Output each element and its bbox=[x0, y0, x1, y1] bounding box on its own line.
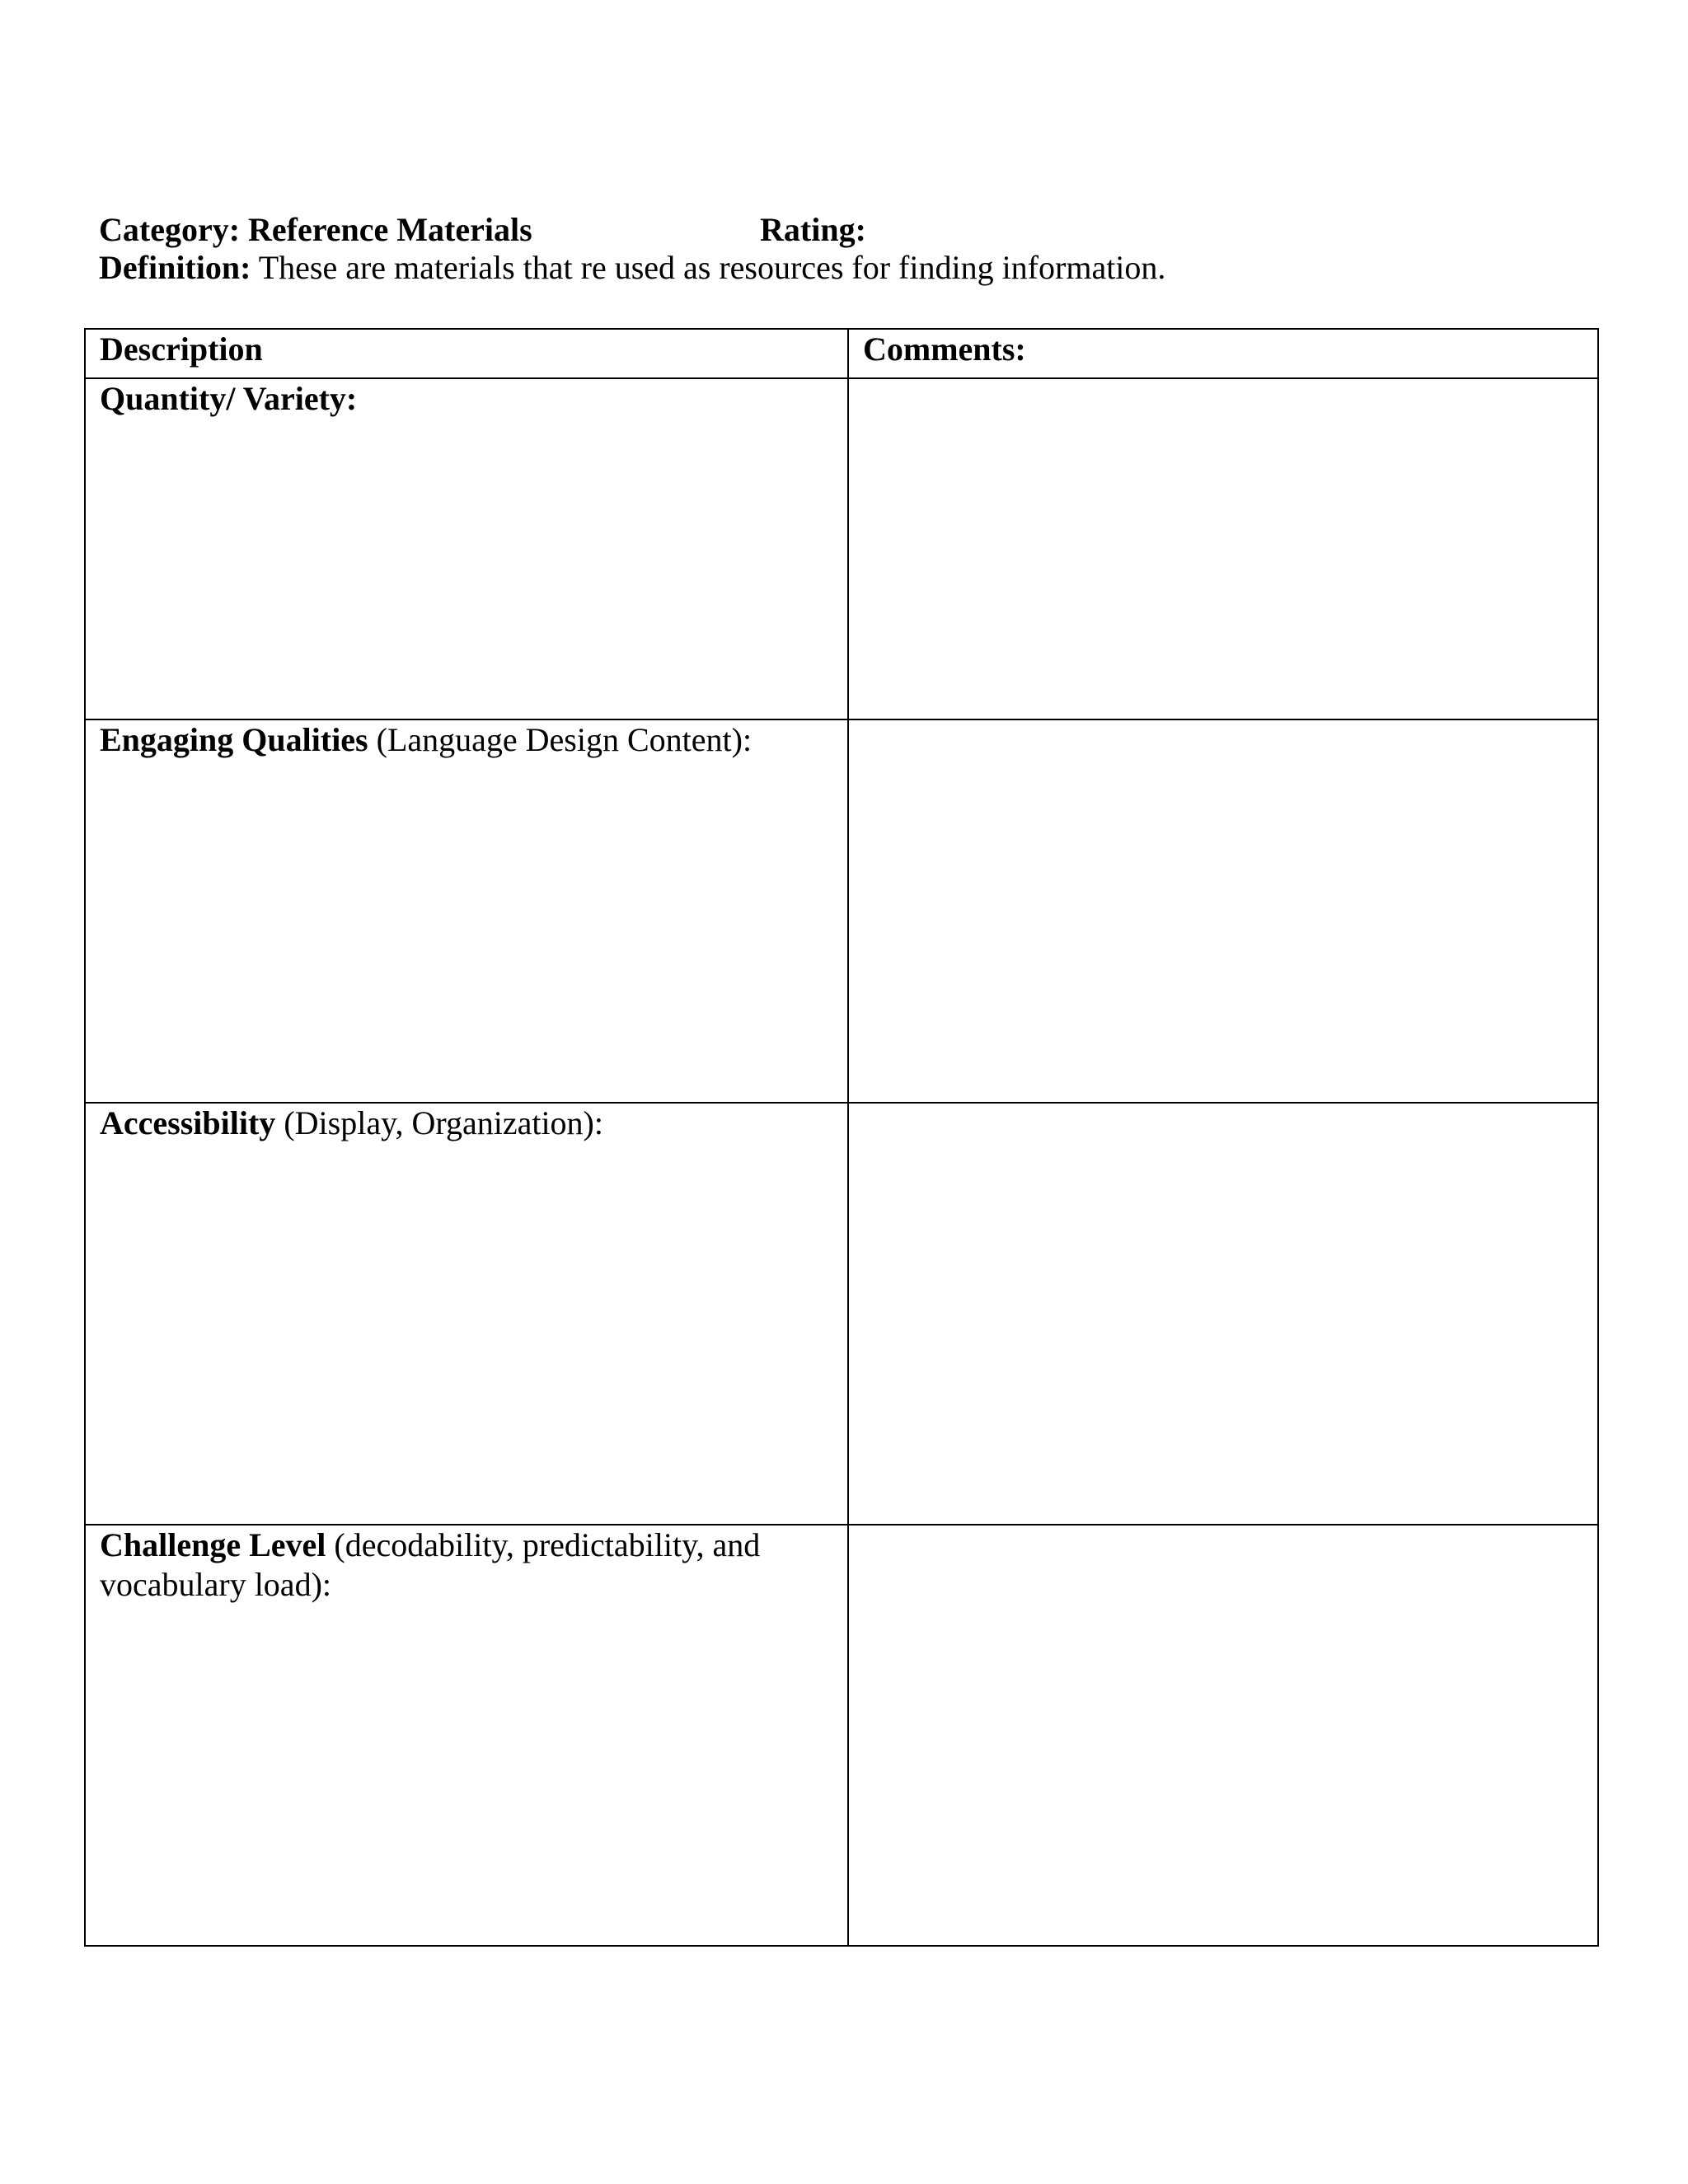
accessibility-cell bbox=[85, 1103, 848, 1525]
row-detail: (Display, Organization): bbox=[275, 1104, 603, 1141]
row-detail: (Language Design Content): bbox=[368, 721, 753, 758]
definition-line bbox=[99, 249, 1582, 287]
row-label: Quantity/ Variety: bbox=[100, 380, 358, 417]
table-header-row bbox=[85, 329, 1598, 378]
table-row bbox=[85, 1525, 1598, 1946]
comments-column-header: Comments: bbox=[848, 329, 1598, 378]
row-label: Challenge Level bbox=[100, 1526, 326, 1563]
challenge-level-cell bbox=[85, 1525, 848, 1946]
row-label: Engaging Qualities bbox=[100, 721, 368, 758]
engaging-qualities-comments-cell[interactable] bbox=[848, 719, 1598, 1103]
quantity-variety-comments-cell[interactable] bbox=[848, 378, 1598, 719]
definition-text: These are materials that re used as resources for finding information. bbox=[251, 249, 1166, 286]
quantity-variety-cell bbox=[85, 378, 848, 719]
row-detail: (decodability, predictability, and vocabulary load): bbox=[100, 1526, 761, 1603]
form-header bbox=[99, 211, 1582, 287]
row-label: Accessibility bbox=[100, 1104, 276, 1141]
rating-label: Rating: bbox=[760, 211, 866, 248]
table-row bbox=[85, 1103, 1598, 1525]
table-row bbox=[85, 378, 1598, 719]
evaluation-table bbox=[84, 328, 1599, 1947]
description-column-header: Description bbox=[85, 329, 848, 378]
definition-label: Definition: bbox=[99, 249, 251, 286]
category-label: Category: Reference Materials bbox=[99, 211, 532, 248]
accessibility-comments-cell[interactable] bbox=[848, 1103, 1598, 1525]
engaging-qualities-cell bbox=[85, 719, 848, 1103]
table-row bbox=[85, 719, 1598, 1103]
category-line bbox=[99, 211, 1582, 249]
challenge-level-comments-cell[interactable] bbox=[848, 1525, 1598, 1946]
